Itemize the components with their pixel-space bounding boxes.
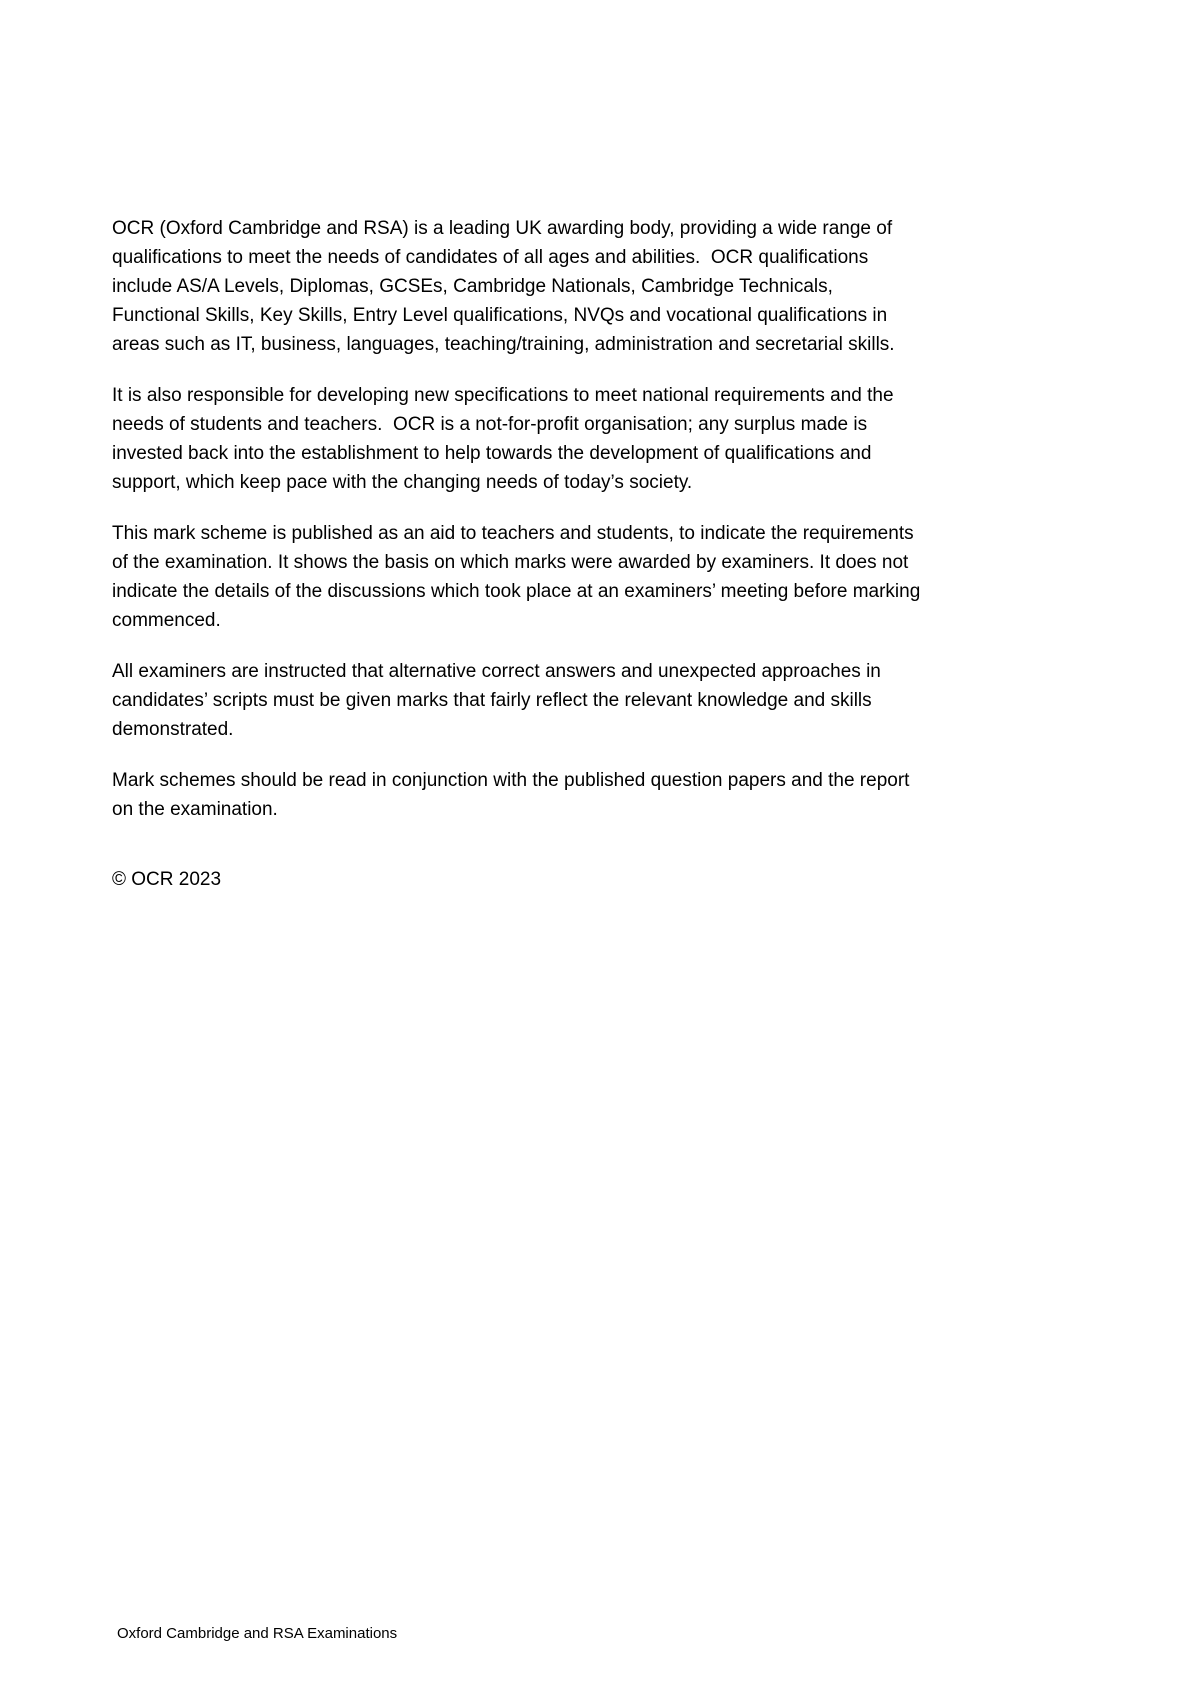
- text-line: areas such as IT, business, languages, teaching/training, administration and secretarial skills.: [112, 334, 895, 355]
- text-line: include AS/A Levels, Diplomas, GCSEs, Cambridge Nationals, Cambridge Technicals,: [112, 276, 833, 297]
- paragraph-read-in-conjunction: [112, 766, 992, 824]
- text-line: qualifications to meet the needs of candidates of all ages and abilities. OCR qualifications: [112, 247, 869, 268]
- paragraph-mark-scheme-purpose: [112, 519, 992, 635]
- copyright-notice: © OCR 2023: [112, 869, 222, 890]
- text-line: All examiners are instructed that alternative correct answers and unexpected approaches in: [112, 661, 881, 682]
- text-line: of the examination. It shows the basis on which marks were awarded by examiners. It does not: [112, 552, 909, 573]
- text-line: This mark scheme is published as an aid to teachers and students, to indicate the requirements: [112, 523, 914, 544]
- paragraph-responsibility: [112, 381, 992, 497]
- text-line: needs of students and teachers. OCR is a not-for-profit organisation; any surplus made is: [112, 414, 868, 435]
- text-line: support, which keep pace with the changing needs of today’s society.: [112, 472, 693, 493]
- text-line: Mark schemes should be read in conjunction with the published question papers and the report: [112, 770, 910, 791]
- page-footer: Oxford Cambridge and RSA Examinations: [117, 1625, 398, 1642]
- text-line: candidates’ scripts must be given marks that fairly reflect the relevant knowledge and skills: [112, 690, 872, 711]
- text-line: demonstrated.: [112, 719, 234, 740]
- body-text: [112, 214, 992, 894]
- text-line: indicate the details of the discussions which took place at an examiners’ meeting before marking: [112, 581, 921, 602]
- text-line: invested back into the establishment to help towards the development of qualifications and: [112, 443, 872, 464]
- paragraph-examiner-instruction: [112, 657, 992, 744]
- text-line: on the examination.: [112, 799, 278, 820]
- paragraph-about-ocr: [112, 214, 992, 359]
- text-line: It is also responsible for developing new specifications to meet national requirements and the: [112, 385, 894, 406]
- text-line: commenced.: [112, 610, 221, 631]
- text-line: Functional Skills, Key Skills, Entry Level qualifications, NVQs and vocational qualifications in: [112, 305, 888, 326]
- text-line: OCR (Oxford Cambridge and RSA) is a leading UK awarding body, providing a wide range of: [112, 218, 893, 239]
